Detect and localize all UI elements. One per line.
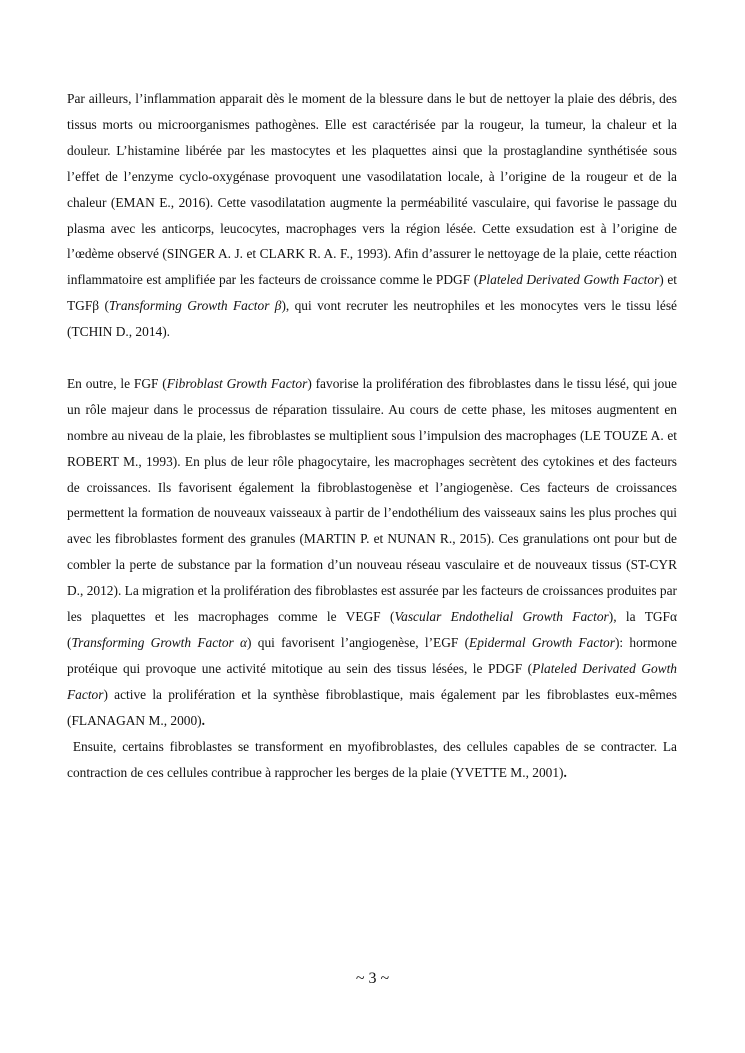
- italic-term: Fibroblast Growth Factor: [166, 375, 308, 391]
- italic-term: Transforming Growth Factor β: [108, 298, 282, 314]
- italic-term: Plateled Derivated Gowth Factor: [67, 660, 677, 702]
- paragraph-contraction: [67, 734, 677, 786]
- paragraph-text: ) favorise la prolifération des fibroblastes dans le tissu lésé, qui joue un rôle majeur dans le processus de réparation tissulaire. Au cours de cette phase, les mitoses augmentent en nombre au niveau de la plaie, les fibroblastes se multiplient sous l’impulsion des macrophages (LE TOUZE A. et ROBERT M., 1993). En plus de leur rôle phagocytaire, les macrophages secrètent des cytokines et des facteurs de croissances. Ils favorisent également la fibroblastogenèse et l’angiogenèse. Ces facteurs de croissances permettent la formation de nouveaux vaisseaux à partir de l’endothélium des vaisseaux sains les plus proches qui avec les fibroblastes forment des granules (MARTIN P. et NUNAN R., 2015). Ces granulations ont pour but de combler la perte de substance par la formation d’un nouveau réseau vasculaire et de nouveaux tissus (ST-CYR D., 2012). La migration et la prolifération des fibroblastes est assurée par les facteurs de croissances produites par les plaquettes et les macrophages comme le VEGF (: [67, 375, 677, 625]
- bold-period: .: [201, 712, 206, 728]
- paragraph-text: ), qui vont recruter les neutrophiles et les monocytes vers le tissu lésé (TCHIN D., 2014).: [67, 298, 677, 340]
- paragraph-proliferation: [67, 371, 677, 734]
- paragraph-text: ), la TGFα (: [67, 609, 678, 651]
- italic-term: Vascular Endothelial Growth Factor: [394, 609, 609, 625]
- italic-term: Plateled Derivated Gowth Factor: [478, 272, 660, 288]
- paragraph-text: ) active la prolifération et la synthèse fibroblastique, mais également par les fibroblastes eux-mêmes (FLANAGAN M., 2000): [67, 686, 677, 728]
- paragraph-text: ): hormone protéique qui provoque une activité mitotique au sein des tissus lésées, le PDGF (: [67, 635, 677, 676]
- paragraph-text: Ensuite, certains fibroblastes se transforment en myofibroblastes, des cellules capables de se contracter. La contraction de ces cellules contribue à rapprocher les berges de la plaie (YVETTE M., 2001): [67, 738, 677, 780]
- page-number: ~ 3 ~: [355, 970, 390, 987]
- paragraph-inflammation: [67, 86, 677, 345]
- paragraph-text: En outre, le FGF (: [67, 375, 167, 391]
- paragraph-text: Par ailleurs, l’inflammation apparait dès le moment de la blessure dans le but de nettoyer la plaie des débris, des tissus morts ou microorganismes pathogènes. Elle est caractérisée par la rougeur, la tumeur, la chaleur et la douleur. L’histamine libérée par les mastocytes et les plaquettes ainsi que la prostaglandine synthétisée sous l’effet de l’enzyme cyclo-oxygénase provoquent une vasodilatation locale, à l’origine de la rougeur et de la chaleur (EMAN E., 2016). Cette vasodilatation augmente la perméabilité vasculaire, qui favorise le passage du plasma avec les anticorps, leucocytes, macrophages vers la région lésée. Cette exsudation est à l’origine de l’œdème observé (SINGER A. J. et CLARK R. A. F., 1993). Afin d’assurer le nettoyage de la plaie, cette réaction inflammatoire est amplifiée par les facteurs de croissance comme le PDGF (: [67, 91, 677, 288]
- paragraph-text: ) qui favorisent l’angiogenèse, l’EGF (: [247, 635, 470, 651]
- bold-period: .: [563, 764, 567, 780]
- paragraph-spacer: [67, 345, 677, 371]
- document-body: [67, 86, 677, 785]
- italic-term: Transforming Growth Factor α: [71, 635, 248, 651]
- paragraph-text: ) et TGFβ (: [67, 272, 677, 314]
- italic-term: Epidermal Growth Factor: [469, 635, 615, 651]
